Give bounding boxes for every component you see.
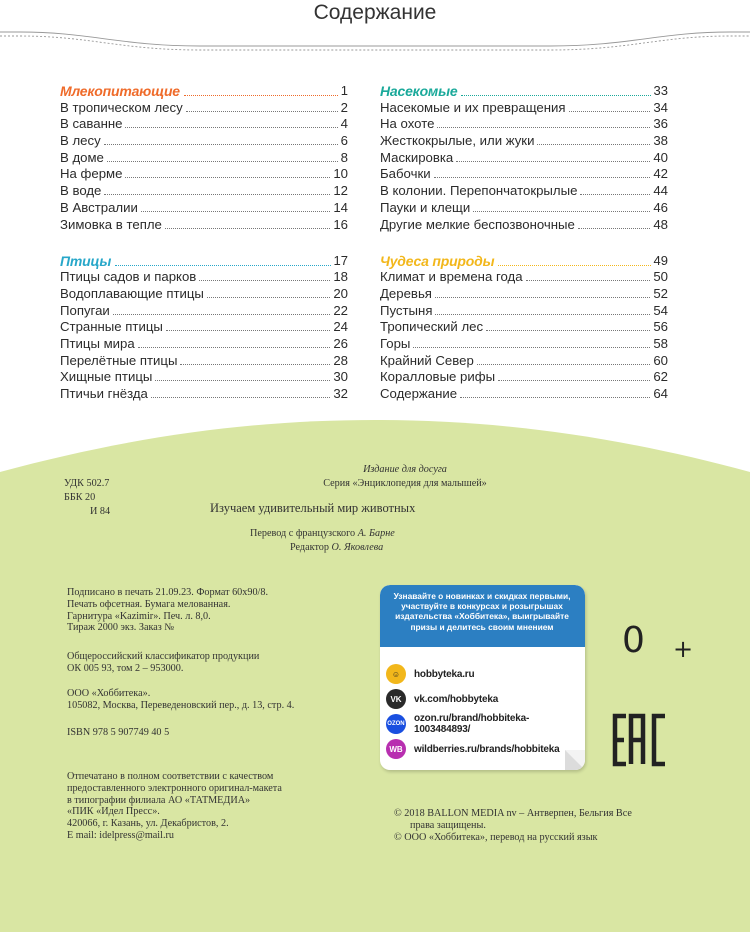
toc-entry[interactable] (60, 302, 348, 319)
printer-line: в типографии филиала АО «ТАТМЕДИА» (67, 794, 251, 806)
toc-entry[interactable] (380, 149, 668, 166)
toc-dotted-leader (434, 177, 651, 178)
toc-dotted-leader (125, 177, 330, 178)
age-rating-plus: + (673, 635, 694, 663)
toc-entry[interactable] (380, 216, 668, 233)
toc-entry-label: Климат и времена года (380, 269, 523, 285)
toc-dotted-leader (107, 161, 338, 162)
page-title: Содержание (313, 1, 437, 24)
toc-entry[interactable] (380, 116, 668, 133)
toc-entry[interactable] (380, 132, 668, 149)
toc-entry[interactable] (60, 182, 348, 199)
bbk-code: ББК 20 (64, 492, 96, 503)
toc-dotted-leader (413, 347, 650, 348)
section-page-number: 1 (338, 83, 348, 99)
toc-entry[interactable] (380, 319, 668, 336)
toc-dotted-leader (435, 297, 650, 298)
toc-section-heading[interactable] (380, 250, 668, 269)
toc-entry-label: На ферме (60, 166, 123, 182)
print-details (67, 587, 268, 634)
toc-entry-label: Насекомые и их превращения (380, 99, 566, 115)
card-header (380, 585, 585, 647)
classifier-line: ОК 005 93, том 2 – 953000. (67, 662, 184, 674)
toc-entry-label: В тропическом лесу (60, 99, 183, 115)
translator-name: А. Барне (357, 528, 395, 539)
toc-entry-label: В доме (60, 149, 104, 165)
toc-entry-page: 50 (653, 269, 668, 285)
toc-dotted-leader (125, 127, 337, 128)
toc-dotted-leader (151, 397, 330, 398)
toc-entry-label: Другие мелкие беспозвоночные (380, 216, 575, 232)
toc-entry[interactable] (380, 99, 668, 116)
translation-prefix: Перевод с французского (250, 528, 358, 539)
classifier-line: Общероссийский классификатор продукции (67, 651, 260, 662)
printer-details (67, 771, 282, 842)
section-title: Чудеса природы (380, 253, 498, 269)
toc-entry-page: 64 (653, 386, 668, 401)
toc-dotted-leader (578, 228, 650, 229)
toc-entry-label: На охоте (380, 116, 435, 132)
toc-entry-page: 10 (333, 166, 348, 182)
toc-entry-page: 14 (333, 199, 348, 215)
toc-entry-label: Странные птицы (60, 319, 163, 335)
print-line: Гарнитура «Kazimir». Печ. л. 8,0. (67, 610, 211, 622)
link-label: hobbyteka.ru (414, 668, 475, 680)
toc-dotted-leader (460, 397, 650, 398)
toc-entry-page: 38 (653, 133, 668, 149)
edition-type: Издание для досуга (363, 464, 447, 475)
toc-dotted-leader (207, 297, 330, 298)
toc-entry-page: 52 (653, 285, 668, 301)
printer-line: предоставленного электронного оригинал-макета (67, 782, 282, 794)
toc-entry-label: Зимовка в тепле (60, 216, 162, 232)
toc-dotted-leader (456, 161, 650, 162)
toc-entry-page: 48 (653, 216, 668, 232)
toc-entry[interactable] (60, 319, 348, 336)
toc-entry-page: 34 (653, 99, 668, 115)
toc-dotted-leader (437, 127, 650, 128)
toc-dotted-leader (477, 364, 651, 365)
toc-dotted-leader (104, 144, 338, 145)
toc-entry-page: 28 (333, 352, 348, 368)
toc-entry[interactable] (60, 166, 348, 183)
ozon-icon: OZON (386, 714, 406, 734)
toc-entry[interactable] (380, 182, 668, 199)
toc-entry[interactable] (380, 385, 668, 402)
section-title: Млекопитающие (60, 83, 184, 99)
page-curl-decoration (565, 750, 585, 770)
toc-entry-page: 32 (333, 386, 348, 401)
link-label: vk.com/hobbyteka (414, 693, 499, 705)
toc-entry[interactable] (60, 149, 348, 166)
toc-entry-page: 20 (333, 285, 348, 301)
section-page-number: 49 (651, 253, 668, 269)
printer-line: «ПИК «Идел Пресс». (67, 806, 160, 818)
book-title: Изучаем удивительный мир животных (210, 501, 416, 515)
vk-icon: VK (386, 689, 406, 709)
toc-entry[interactable] (60, 369, 348, 386)
toc-entry-label: В саванне (60, 116, 123, 132)
wildberries-icon: WB (386, 739, 406, 759)
toc-section (380, 250, 668, 403)
toc-entry[interactable] (380, 352, 668, 369)
toc-entry-page: 60 (653, 352, 668, 368)
toc-entry-label: Птичьи гнёзда (60, 386, 148, 401)
card-message: Узнавайте о новинках и скидках первыми, участвуйте в конкурсах и розыгрышах издательства «Хоббитека», выигрывайте призы и делитесь своим мнением (393, 591, 571, 632)
toc-dotted-leader (569, 111, 651, 112)
toc-entry[interactable] (60, 285, 348, 302)
toc-entry-label: Крайний Север (380, 352, 474, 368)
editor-name: О. Яковлева (331, 542, 384, 553)
toc-dotted-leader (138, 347, 331, 348)
toc-entry-label: В воде (60, 183, 102, 199)
toc-entry[interactable] (60, 132, 348, 149)
copyright-line: © 2018 BALLON MEDIA nv – Антверпен, Бельгия Все (394, 808, 632, 819)
toc-right-column (380, 80, 668, 419)
publisher-line: ООО «Хоббитека». (67, 688, 151, 699)
toc-entry[interactable] (60, 199, 348, 216)
toc-entry-page: 18 (333, 269, 348, 285)
toc-entry-page: 26 (333, 335, 348, 351)
toc-entry-page: 56 (653, 319, 668, 335)
toc-entry-page: 6 (340, 133, 348, 149)
toc-entry-label: Тропический лес (380, 319, 484, 335)
toc-dotted-leader (141, 211, 330, 212)
imprint-background (0, 420, 750, 932)
toc-dotted-leader (104, 194, 330, 195)
toc-section (380, 80, 668, 233)
toc-entry-page: 12 (333, 183, 348, 199)
toc-entry-label: Горы (380, 335, 411, 351)
toc-entry-page: 40 (653, 149, 668, 165)
section-dotted-leader (115, 265, 330, 266)
section-dotted-leader (461, 95, 650, 96)
toc-entry[interactable] (380, 302, 668, 319)
toc-entry-label: Маскировка (380, 149, 454, 165)
publisher-details (67, 688, 294, 712)
toc-entry-page: 2 (340, 99, 348, 115)
toc-section (60, 250, 348, 403)
toc-entry[interactable] (60, 116, 348, 133)
toc-dotted-leader (113, 314, 331, 315)
toc-dotted-leader (435, 314, 650, 315)
toc-section-heading[interactable] (380, 80, 668, 99)
printer-line: 420066, г. Казань, ул. Декабристов, 2. (67, 818, 229, 830)
toc-entry-label: Хищные птицы (60, 369, 153, 385)
toc-dotted-leader (526, 280, 651, 281)
section-page-number: 17 (331, 253, 348, 269)
print-line: Тираж 2000 экз. Заказ № (67, 622, 175, 634)
udk-code: УДК 502.7 (64, 478, 110, 489)
toc-entry-label: Бабочки (380, 166, 431, 182)
toc-dotted-leader (165, 228, 330, 229)
link-hobbiteka-site[interactable] (386, 664, 474, 684)
toc-entry[interactable] (380, 285, 668, 302)
toc-entry-label: Птицы садов и парков (60, 269, 197, 285)
age-rating: 0 (622, 620, 645, 661)
isbn: ISBN 978 5 907749 40 5 (67, 727, 170, 738)
toc-entry-page: 22 (333, 302, 348, 318)
toc-left-column (60, 80, 348, 419)
toc-entry-label: Пауки и клещи (380, 199, 471, 215)
toc-entry-label: В колонии. Перепончатокрылые (380, 183, 578, 199)
toc-entry[interactable] (380, 369, 668, 386)
toc-entry-page: 46 (653, 199, 668, 215)
section-dotted-leader (498, 265, 650, 266)
toc-entry-page: 16 (333, 216, 348, 232)
toc-entry-label: Перелётные птицы (60, 352, 178, 368)
toc-entry-label: В Австралии (60, 199, 138, 215)
section-dotted-leader (184, 95, 338, 96)
toc-entry-page: 44 (653, 183, 668, 199)
toc-entry[interactable] (380, 335, 668, 352)
toc-entry-page: 24 (333, 319, 348, 335)
social-links-card (380, 585, 585, 770)
toc-section-heading[interactable] (60, 80, 348, 99)
toc-entry-label: Содержание (380, 386, 458, 401)
toc-entry-page: 54 (653, 302, 668, 318)
toc-section-heading[interactable] (60, 250, 348, 269)
link-wildberries[interactable] (386, 739, 560, 759)
toc-entry[interactable] (380, 166, 668, 183)
toc-entry-page: 62 (653, 369, 668, 385)
toc-entry[interactable] (60, 216, 348, 233)
classifier-details (67, 651, 259, 675)
toc-dotted-leader (166, 330, 330, 331)
toc-entry-page: 58 (653, 335, 668, 351)
editor-line (290, 542, 383, 554)
toc-dotted-leader (473, 211, 650, 212)
toc-entry-label: Попугаи (60, 302, 110, 318)
link-label: ozon.ru/brand/hobbiteka-1003484893/ (413, 713, 530, 735)
toc-entry[interactable] (380, 269, 668, 286)
section-title: Насекомые (380, 83, 461, 99)
toc-entry-label: Жесткокрылые, или жуки (380, 133, 535, 149)
toc-dotted-leader (180, 364, 330, 365)
printer-line: E mail: idelpress@mail.ru (67, 829, 174, 841)
toc-section (60, 80, 348, 233)
header-wave-divider (0, 30, 750, 52)
toc-dotted-leader (537, 144, 650, 145)
toc-entry-label: Пустыня (380, 302, 433, 318)
copyright-block (394, 808, 632, 843)
print-line: Печать офсетная. Бумага мелованная. (67, 598, 231, 610)
editor-prefix: Редактор (290, 542, 332, 553)
toc-entry-label: Водоплавающие птицы (60, 285, 204, 301)
toc-dotted-leader (486, 330, 650, 331)
hobbiteka-icon: ☺ (386, 664, 406, 684)
section-page-number: 33 (651, 83, 668, 99)
toc-dotted-leader (580, 194, 650, 195)
link-vk[interactable] (386, 689, 498, 709)
toc-entry[interactable] (60, 99, 348, 116)
toc-dotted-leader (186, 111, 338, 112)
toc-entry-page: 30 (333, 369, 348, 385)
publisher-line: 105082, Москва, Переведеновский пер., д. 13, стр. 4. (67, 699, 295, 711)
toc-entry[interactable] (60, 352, 348, 369)
toc-entry-page: 8 (340, 149, 348, 165)
toc-entry-page: 36 (653, 116, 668, 132)
toc-entry[interactable] (60, 385, 348, 402)
toc-dotted-leader (498, 380, 650, 381)
link-label: wildberries.ru/brands/hobbiteka (414, 743, 560, 755)
copyright-line: права защищены. (410, 819, 486, 831)
toc-entry-label: Птицы мира (60, 335, 135, 351)
toc-entry[interactable] (380, 199, 668, 216)
toc-entry-page: 4 (340, 116, 348, 132)
printer-line: Отпечатано в полном соответствии с качеством (67, 771, 274, 782)
toc-entry-label: Коралловые рифы (380, 369, 496, 385)
series-line: Серия «Энциклопедия для малышей» (323, 478, 487, 489)
section-title: Птицы (60, 253, 115, 269)
link-ozon[interactable] (386, 714, 585, 734)
toc-entry-page: 42 (653, 166, 668, 182)
translation-line (250, 528, 395, 540)
eac-mark-icon (612, 712, 668, 768)
print-line: Подписано в печать 21.09.23. Формат 60х90/8. (67, 587, 269, 598)
toc-entry-label: Деревья (380, 285, 432, 301)
toc-entry[interactable] (60, 269, 348, 286)
toc-entry-label: В лесу (60, 133, 101, 149)
toc-entry[interactable] (60, 335, 348, 352)
toc-dotted-leader (199, 280, 330, 281)
toc-dotted-leader (155, 380, 330, 381)
author-mark: И 84 (90, 506, 111, 517)
copyright-line: © ООО «Хоббитека», перевод на русский язык (394, 831, 598, 843)
